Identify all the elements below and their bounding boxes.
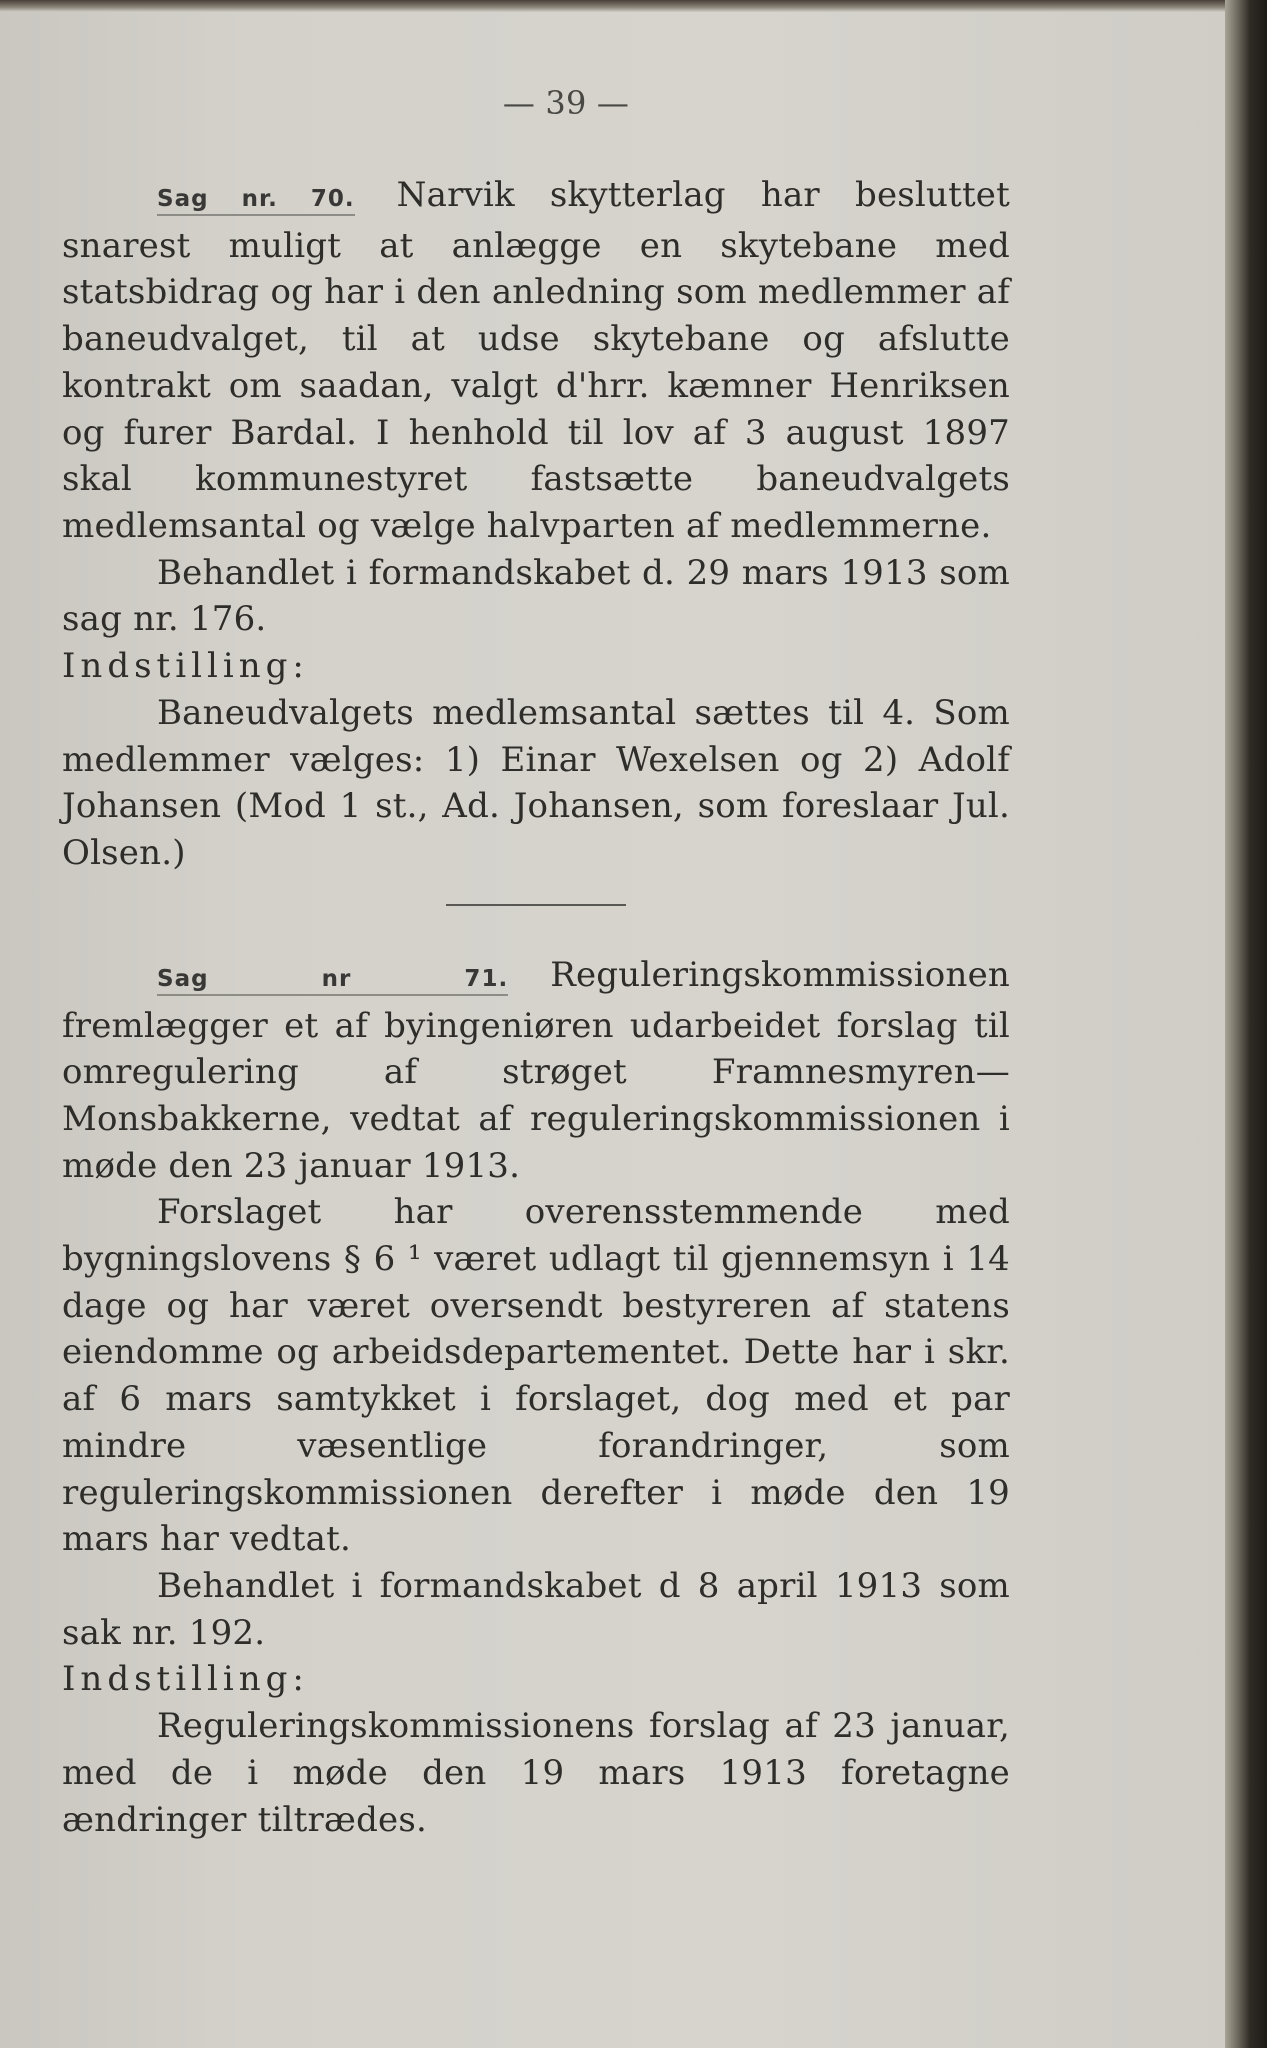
section-separator	[446, 904, 626, 906]
case-70-body-text: Narvik skytterlag har besluttet snarest muligt at anlægge en skytebane med statsbidrag og har i den anledning som medlemmer af baneudvalget, til at udse skytebane og afslutte kontrakt om saadan, valgt d'hrr. kæmner Henriksen og furer Bardal. I henhold til lov af 3 august 1897 skal kommunestyret fastsætte baneudvalgets medlemsantal og vælge halvparten af medlemmerne.	[62, 175, 1010, 546]
case-71-body-2: Forslaget har overensstemmende med bygningslovens § 6 ¹ været udlagt til gjennemsyn i 14 dage og har været oversendt bestyreren af statens eiendomme og arbeidsdepartementet. Dette har i skr. af 6 mars samtykket i forslaget, dog med et par mindre væsentlige forandringer, som reguleringskommissionen derefter i møde den 19 mars har vedtat.	[62, 1192, 1010, 1560]
book-spine	[1225, 0, 1267, 2048]
case-71-recommendation: Reguleringskommissionens forslag af 23 januar, med de i møde den 19 mars 1913 foretagne ændringer tiltrædes.	[62, 1706, 1010, 1840]
case-70	[62, 172, 1010, 877]
page-top-edge	[0, 0, 1225, 12]
case-70-treated: Behandlet i formandskabet d. 29 mars 1913 som sag nr. 176.	[62, 552, 1010, 640]
case-70-body	[62, 172, 1010, 550]
page-number: — 39 —	[502, 84, 630, 122]
page-text	[62, 80, 1010, 1844]
case-71-body-text: Reguleringskommissionen fremlægger et af byingeniøren udarbeidet forslag til omregulering af strøget Framnesmyren—Monsbakkerne, vedtat af reguleringskommissionen i møde den 23 januar 1913.	[62, 954, 1010, 1186]
case-70-recommendation: Baneudvalgets medlemsantal sættes til 4. Som medlemmer vælges: 1) Einar Wexelsen og 2) Adolf Johansen (Mod 1 st., Ad. Johansen, som foreslaar Jul. Olsen.)	[62, 693, 1010, 874]
case-71-label: Sag nr 71.	[157, 966, 508, 996]
case-70-recommendation-heading: Indstilling:	[62, 646, 309, 687]
case-71-treated: Behandlet i formandskabet d 8 april 1913 som sak nr. 192.	[62, 1565, 1010, 1653]
case-71	[62, 952, 1010, 1844]
case-71-recommendation-heading: Indstilling:	[62, 1659, 309, 1700]
case-71-body	[62, 952, 1010, 1190]
case-70-label: Sag nr. 70.	[157, 186, 355, 216]
